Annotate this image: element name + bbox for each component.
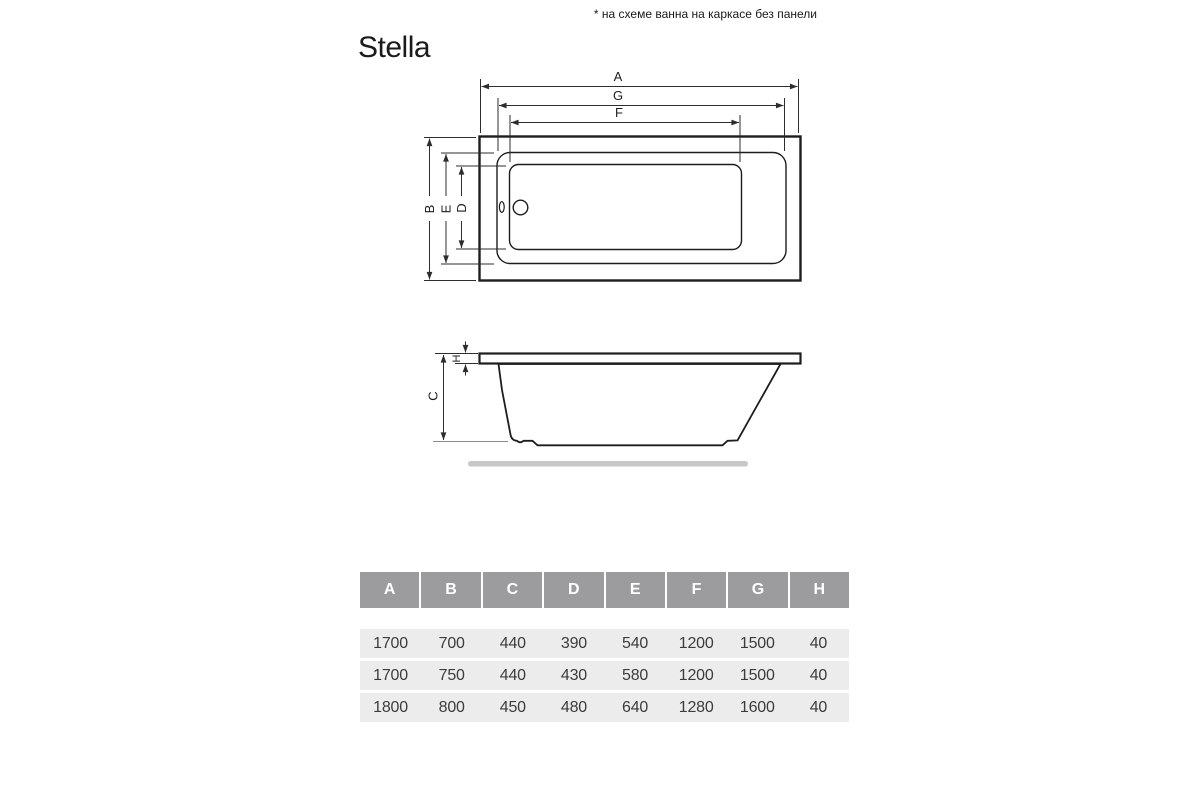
page-title: Stella bbox=[358, 31, 431, 64]
table-cell: 430 bbox=[560, 666, 587, 684]
table-header-row bbox=[360, 572, 849, 608]
table-cell: 1500 bbox=[739, 666, 775, 684]
table-header-cell: C bbox=[483, 572, 542, 608]
table-cell: 1500 bbox=[739, 634, 775, 652]
drain-hole bbox=[513, 200, 528, 215]
table-cell: 700 bbox=[438, 634, 465, 652]
table-header-cell: G bbox=[728, 572, 787, 608]
dim-b-label: B bbox=[422, 204, 437, 214]
dimension-h bbox=[451, 342, 478, 376]
side-view bbox=[468, 354, 801, 467]
dim-a-label: A bbox=[613, 69, 623, 84]
tub-body-profile bbox=[499, 364, 781, 445]
dim-h-label: H bbox=[451, 354, 463, 363]
table-header-cell: H bbox=[790, 572, 849, 608]
table-row bbox=[360, 693, 849, 722]
dim-e-label: E bbox=[438, 204, 454, 214]
dim-d-label: D bbox=[454, 203, 469, 213]
table-cell: 40 bbox=[809, 634, 828, 652]
table-cell: 40 bbox=[809, 698, 828, 716]
dim-f-label: F bbox=[615, 105, 623, 120]
table-header-cell: D bbox=[544, 572, 603, 608]
floor-shadow bbox=[468, 461, 748, 467]
table-cell: 1280 bbox=[678, 698, 714, 716]
dim-c-label: C bbox=[425, 391, 441, 401]
table-header-cell: B bbox=[421, 572, 480, 608]
tub-rim-profile bbox=[480, 354, 801, 364]
table-header-cell: E bbox=[606, 572, 665, 608]
table-cell: 540 bbox=[622, 634, 649, 652]
tub-basin bbox=[510, 165, 742, 250]
overflow-hole bbox=[499, 202, 504, 213]
top-view bbox=[480, 137, 801, 281]
table-cell: 1200 bbox=[678, 666, 714, 684]
spec-table bbox=[360, 572, 849, 722]
dim-g-label: G bbox=[612, 88, 624, 103]
table-cell: 1200 bbox=[678, 634, 714, 652]
table-cell: 1600 bbox=[739, 698, 775, 716]
table-row bbox=[360, 661, 849, 690]
table-cell: 1700 bbox=[373, 634, 408, 652]
table-cell: 480 bbox=[560, 698, 587, 716]
table-cell: 800 bbox=[438, 698, 465, 716]
footnote: * на схеме ванна на каркасе без панели bbox=[593, 7, 817, 21]
table-row bbox=[360, 629, 849, 658]
table-cell: 750 bbox=[438, 666, 465, 684]
dimension-a bbox=[481, 69, 799, 133]
table-cell: 450 bbox=[499, 698, 526, 716]
table-header-cell: F bbox=[667, 572, 726, 608]
dimension-c bbox=[426, 354, 509, 442]
table-cell: 580 bbox=[622, 666, 649, 684]
table-cell: 440 bbox=[499, 634, 526, 652]
table-cell: 640 bbox=[622, 698, 649, 716]
table-cell: 390 bbox=[560, 634, 587, 652]
table-cell: 440 bbox=[499, 666, 526, 684]
table-cell: 40 bbox=[809, 666, 828, 684]
table-header-cell: A bbox=[360, 572, 419, 608]
table-cell: 1700 bbox=[373, 666, 408, 684]
table-cell: 1800 bbox=[373, 698, 408, 716]
